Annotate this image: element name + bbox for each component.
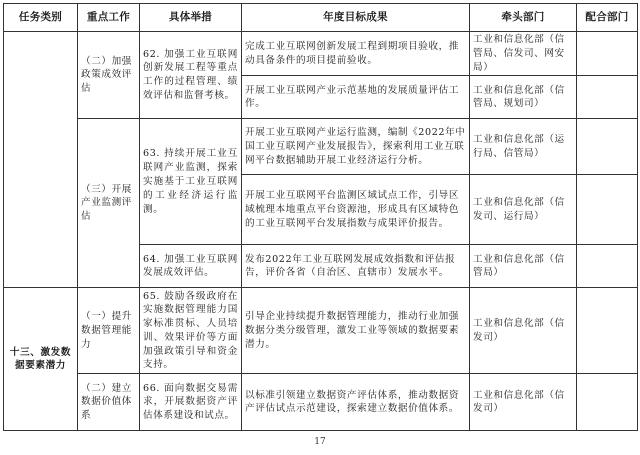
target-63b: 开展工业互联网平台监测区域试点工作，引导区域梳理本地重点平台资源池，形成具有区域特色的工业互联网平台发展指数与成果评价报告。	[242, 175, 470, 245]
header-target: 年度目标成果	[242, 4, 470, 32]
category-13: 十三、激发数据要素潜力	[4, 288, 78, 431]
lead-63a: 工业和信息化部（运行局、信管局）	[470, 119, 577, 175]
lead-62a: 工业和信息化部（信管局、信发司、网安局）	[470, 32, 577, 76]
lead-65: 工业和信息化部（信发司）	[470, 288, 577, 374]
support-63b	[577, 175, 638, 245]
measure-65: 65. 鼓励各级政府在实施数据管理能力国家标准贯标、人员培训、效果评价等方面加强政策引导和资金支持。	[140, 288, 242, 374]
category-cell-empty	[4, 32, 78, 288]
focus-data-management: （一）提升数据管理能力	[78, 288, 140, 374]
focus-industry-monitoring: （三）开展产业监测评估	[78, 119, 140, 288]
support-63a	[577, 119, 638, 175]
support-64	[577, 245, 638, 288]
target-62b: 开展工业互联网产业示范基地的发展质量评估工作。	[242, 76, 470, 119]
table-row	[4, 374, 638, 431]
target-65: 引导企业持续提升数据管理能力，推动行业加强数据分类分级管理，激发工业等领域的数据要素潜力。	[242, 288, 470, 374]
measure-63: 63. 持续开展工业互联网产业监测，探索实施基于工业互联网的工业经济运行监测。	[140, 119, 242, 245]
support-62a	[577, 32, 638, 76]
header-focus: 重点工作	[78, 4, 140, 32]
target-62a: 完成工业互联网创新发展工程到期项目验收，推动具备条件的项目提前验收。	[242, 32, 470, 76]
header-category: 任务类别	[4, 4, 78, 32]
header-lead: 牵头部门	[470, 4, 577, 32]
measure-62: 62. 加强工业互联网创新发展工程等重点工作的过程管理、绩效评估和监督考核。	[140, 32, 242, 119]
support-62b	[577, 76, 638, 119]
lead-63b: 工业和信息化部（信发司、运行局）	[470, 175, 577, 245]
table-header-row	[4, 4, 638, 32]
focus-policy-evaluation: （二）加强政策成效评估	[78, 32, 140, 119]
support-65	[577, 288, 638, 374]
target-64: 发布2022年工业互联网发展成效指数和评估报告，评价各省（自治区、直辖市）发展水平。	[242, 245, 470, 288]
focus-data-value: （二）建立数据价值体系	[78, 374, 140, 431]
measure-66: 66. 面向数据交易需求，开展数据资产评估体系建设和试点。	[140, 374, 242, 431]
support-66	[577, 374, 638, 431]
measure-64: 64. 加强工业互联网发展成效评估。	[140, 245, 242, 288]
table-row	[4, 288, 638, 374]
target-66: 以标准引领建立数据资产评估体系，推动数据资产评估试点示范建设，探索建立数据价值体系。	[242, 374, 470, 431]
lead-64: 工业和信息化部（信管局）	[470, 245, 577, 288]
lead-66: 工业和信息化部（信发司）	[470, 374, 577, 431]
target-63a: 开展工业互联网产业运行监测，编制《2022年中国工业互联网产业发展报告》，探索利用工业互联网平台数据辅助开展工业经济运行分析。	[242, 119, 470, 175]
lead-62b: 工业和信息化部（信管局、规划司）	[470, 76, 577, 119]
header-support: 配合部门	[577, 4, 638, 32]
header-measure: 具体举措	[140, 4, 242, 32]
page-number: 17	[314, 437, 326, 447]
table-row	[4, 119, 638, 175]
task-table	[3, 3, 638, 431]
table-row	[4, 32, 638, 76]
